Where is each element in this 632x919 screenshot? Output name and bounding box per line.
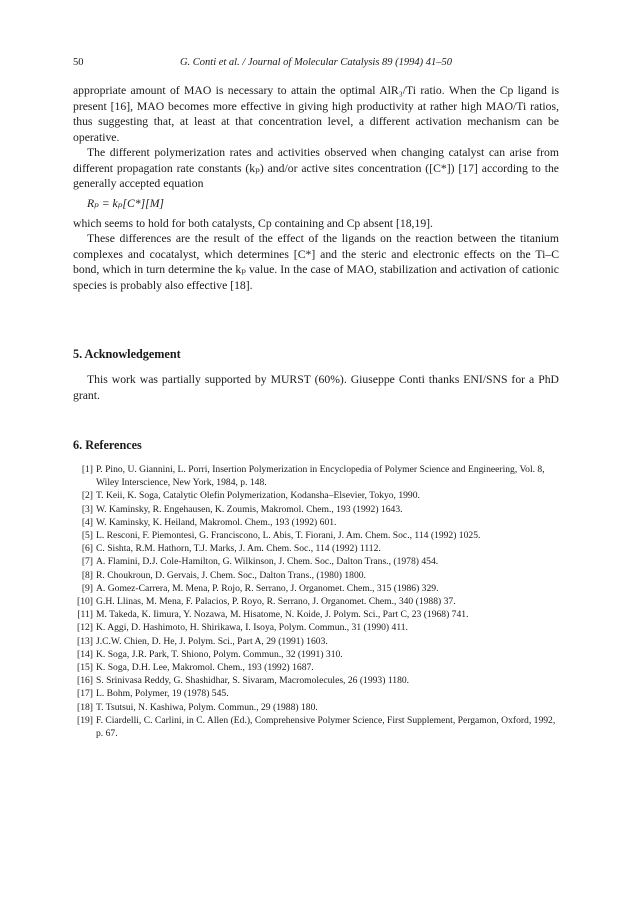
reference-number: [9] <box>81 582 93 594</box>
reference-item <box>73 674 559 687</box>
reference-item <box>73 687 559 700</box>
reference-number: [19] <box>77 714 93 726</box>
body-text <box>73 83 559 293</box>
reference-text: G.H. Llinas, M. Mena, F. Palacios, P. Royo, R. Serrano, J. Organomet. Chem., 340 (1988) 37. <box>96 596 456 608</box>
reference-number: [3] <box>81 503 93 515</box>
reference-text: S. Srinivasa Reddy, G. Shashidhar, S. Sivaram, Macromolecules, 26 (1993) 1180. <box>96 675 410 687</box>
page-number: 50 <box>73 57 84 68</box>
reference-text: J.C.W. Chien, D. He, J. Polym. Sci., Part A, 29 (1991) 1603. <box>96 635 328 647</box>
reference-text: W. Kaminsky, R. Engehausen, K. Zoumis, Makromol. Chem., 193 (1992) 1643. <box>96 503 403 515</box>
reference-item <box>73 489 559 502</box>
reference-item <box>73 463 559 489</box>
reference-number: [15] <box>77 662 93 674</box>
reference-text: L. Resconi, F. Piemontesi, G. Franciscono, L. Abis, T. Fiorani, J. Am. Chem. Soc., 114 (1992) 1025. <box>96 530 481 542</box>
reference-number: [2] <box>81 490 93 502</box>
page-header <box>73 57 559 73</box>
reference-item <box>73 635 559 648</box>
reference-item <box>73 714 559 740</box>
reference-text: A. Gomez-Carrera, M. Mena, P. Rojo, R. Serrano, J. Organomet. Chem., 315 (1986) 329. <box>96 582 439 594</box>
paragraph: These differences are the result of the effect of the ligands on the reaction between the titanium complexes and cocatalyst, which determines [C*] and the steric and electronic effects on the Ti–C bond, which in turn determine the kₚ value. In the case of MAO, stabilization and activation of cationic species is probably also effective [18]. <box>73 232 559 292</box>
reference-item <box>73 621 559 634</box>
reference-item <box>73 516 559 529</box>
paragraph: The different polymerization rates and activities observed when changing catalyst can arise from different propagation rate constants (kₚ) and/or active sites concentration ([C*]) [17] according to the generally accepted equation <box>73 146 559 190</box>
reference-list <box>73 463 559 740</box>
running-title: G. Conti et al. / Journal of Molecular Catalysis 89 (1994) 41–50 <box>179 57 453 68</box>
paragraph: which seems to hold for both catalysts, Cp containing and Cp absent [18,19]. <box>73 216 433 230</box>
reference-item <box>73 569 559 582</box>
reference-item <box>73 503 559 516</box>
reference-text: W. Kaminsky, K. Heiland, Makromol. Chem., 193 (1992) 601. <box>96 516 337 528</box>
reference-text: F. Ciardelli, C. Carlini, in C. Allen (Ed.), Comprehensive Polymer Science, First Supplement, Pergamon, Oxford, 1992, p. 67. <box>96 714 556 740</box>
reference-item <box>73 648 559 661</box>
reference-text: T. Keii, K. Soga, Catalytic Olefin Polymerization, Kodansha–Elsevier, Tokyo, 1990. <box>96 490 420 502</box>
reference-number: [10] <box>77 596 93 608</box>
reference-number: [11] <box>77 609 93 621</box>
section-heading-references: 6. References <box>73 438 142 452</box>
reference-item <box>73 555 559 568</box>
reference-number: [1] <box>81 464 93 475</box>
reference-text: R. Choukroun, D. Gervais, J. Chem. Soc., Dalton Trans., (1980) 1800. <box>96 569 366 581</box>
rate-equation: Rₚ = kₚ[C*][M] <box>87 196 164 210</box>
reference-item <box>73 542 559 555</box>
reference-text: K. Aggi, D. Hashimoto, H. Shirikawa, I. Isoya, Polym. Commun., 31 (1990) 411. <box>96 622 408 634</box>
reference-text: K. Soga, J.R. Park, T. Shiono, Polym. Commun., 32 (1991) 310. <box>96 648 343 660</box>
reference-number: [6] <box>81 543 93 555</box>
acknowledgement-text <box>73 372 559 403</box>
reference-number: [18] <box>77 701 93 713</box>
reference-text: L. Bohm, Polymer, 19 (1978) 545. <box>96 688 229 700</box>
reference-text: C. Sishta, R.M. Hathorn, T.J. Marks, J. Am. Chem. Soc., 114 (1992) 1112. <box>96 543 381 555</box>
reference-number: [12] <box>77 622 93 634</box>
reference-text: T. Tsutsui, N. Kashiwa, Polym. Commun., 29 (1988) 180. <box>96 701 318 713</box>
reference-text: M. Takeda, K. Iimura, Y. Nozawa, M. Hisatome, N. Koide, J. Polym. Sci., Part C, 23 (1968) 741. <box>96 609 469 621</box>
reference-number: [8] <box>81 569 93 581</box>
reference-number: [13] <box>77 635 93 647</box>
reference-item <box>73 595 559 608</box>
reference-item <box>73 582 559 595</box>
reference-number: [7] <box>81 556 93 568</box>
reference-number: [16] <box>77 675 93 687</box>
reference-item <box>73 661 559 674</box>
reference-item <box>73 701 559 714</box>
reference-number: [5] <box>81 530 93 542</box>
section-heading-acknowledgement: 5. Acknowledgement <box>73 347 181 361</box>
reference-item <box>73 608 559 621</box>
reference-number: [17] <box>77 688 93 700</box>
paragraph: This work was partially supported by MURST (60%). Giuseppe Conti thanks ENI/SNS for a PhD grant. <box>73 373 559 402</box>
paragraph: appropriate amount of MAO is necessary to attain the optimal AlR₃/Ti ratio. When the Cp ligand is present [16], MAO becomes more effective in giving high productivity at rather high MAO/Ti ratios, thus suggesting that, at least at that concentration level, a different activation mechanism can be operative. <box>73 84 559 144</box>
reference-number: [14] <box>77 648 93 660</box>
reference-item <box>73 529 559 542</box>
reference-number: [4] <box>81 516 93 528</box>
reference-text: P. Pino, U. Giannini, L. Porri, Insertion Polymerization in Encyclopedia of Polymer Science and Engineering, Vol. 8, Wiley Interscience, New York, 1984, p. 148. <box>96 464 545 489</box>
reference-text: K. Soga, D.H. Lee, Makromol. Chem., 193 (1992) 1687. <box>96 662 314 674</box>
reference-text: A. Flamini, D.J. Cole-Hamilton, G. Wilkinson, J. Chem. Soc., Dalton Trans., (1978) 454. <box>96 556 439 568</box>
